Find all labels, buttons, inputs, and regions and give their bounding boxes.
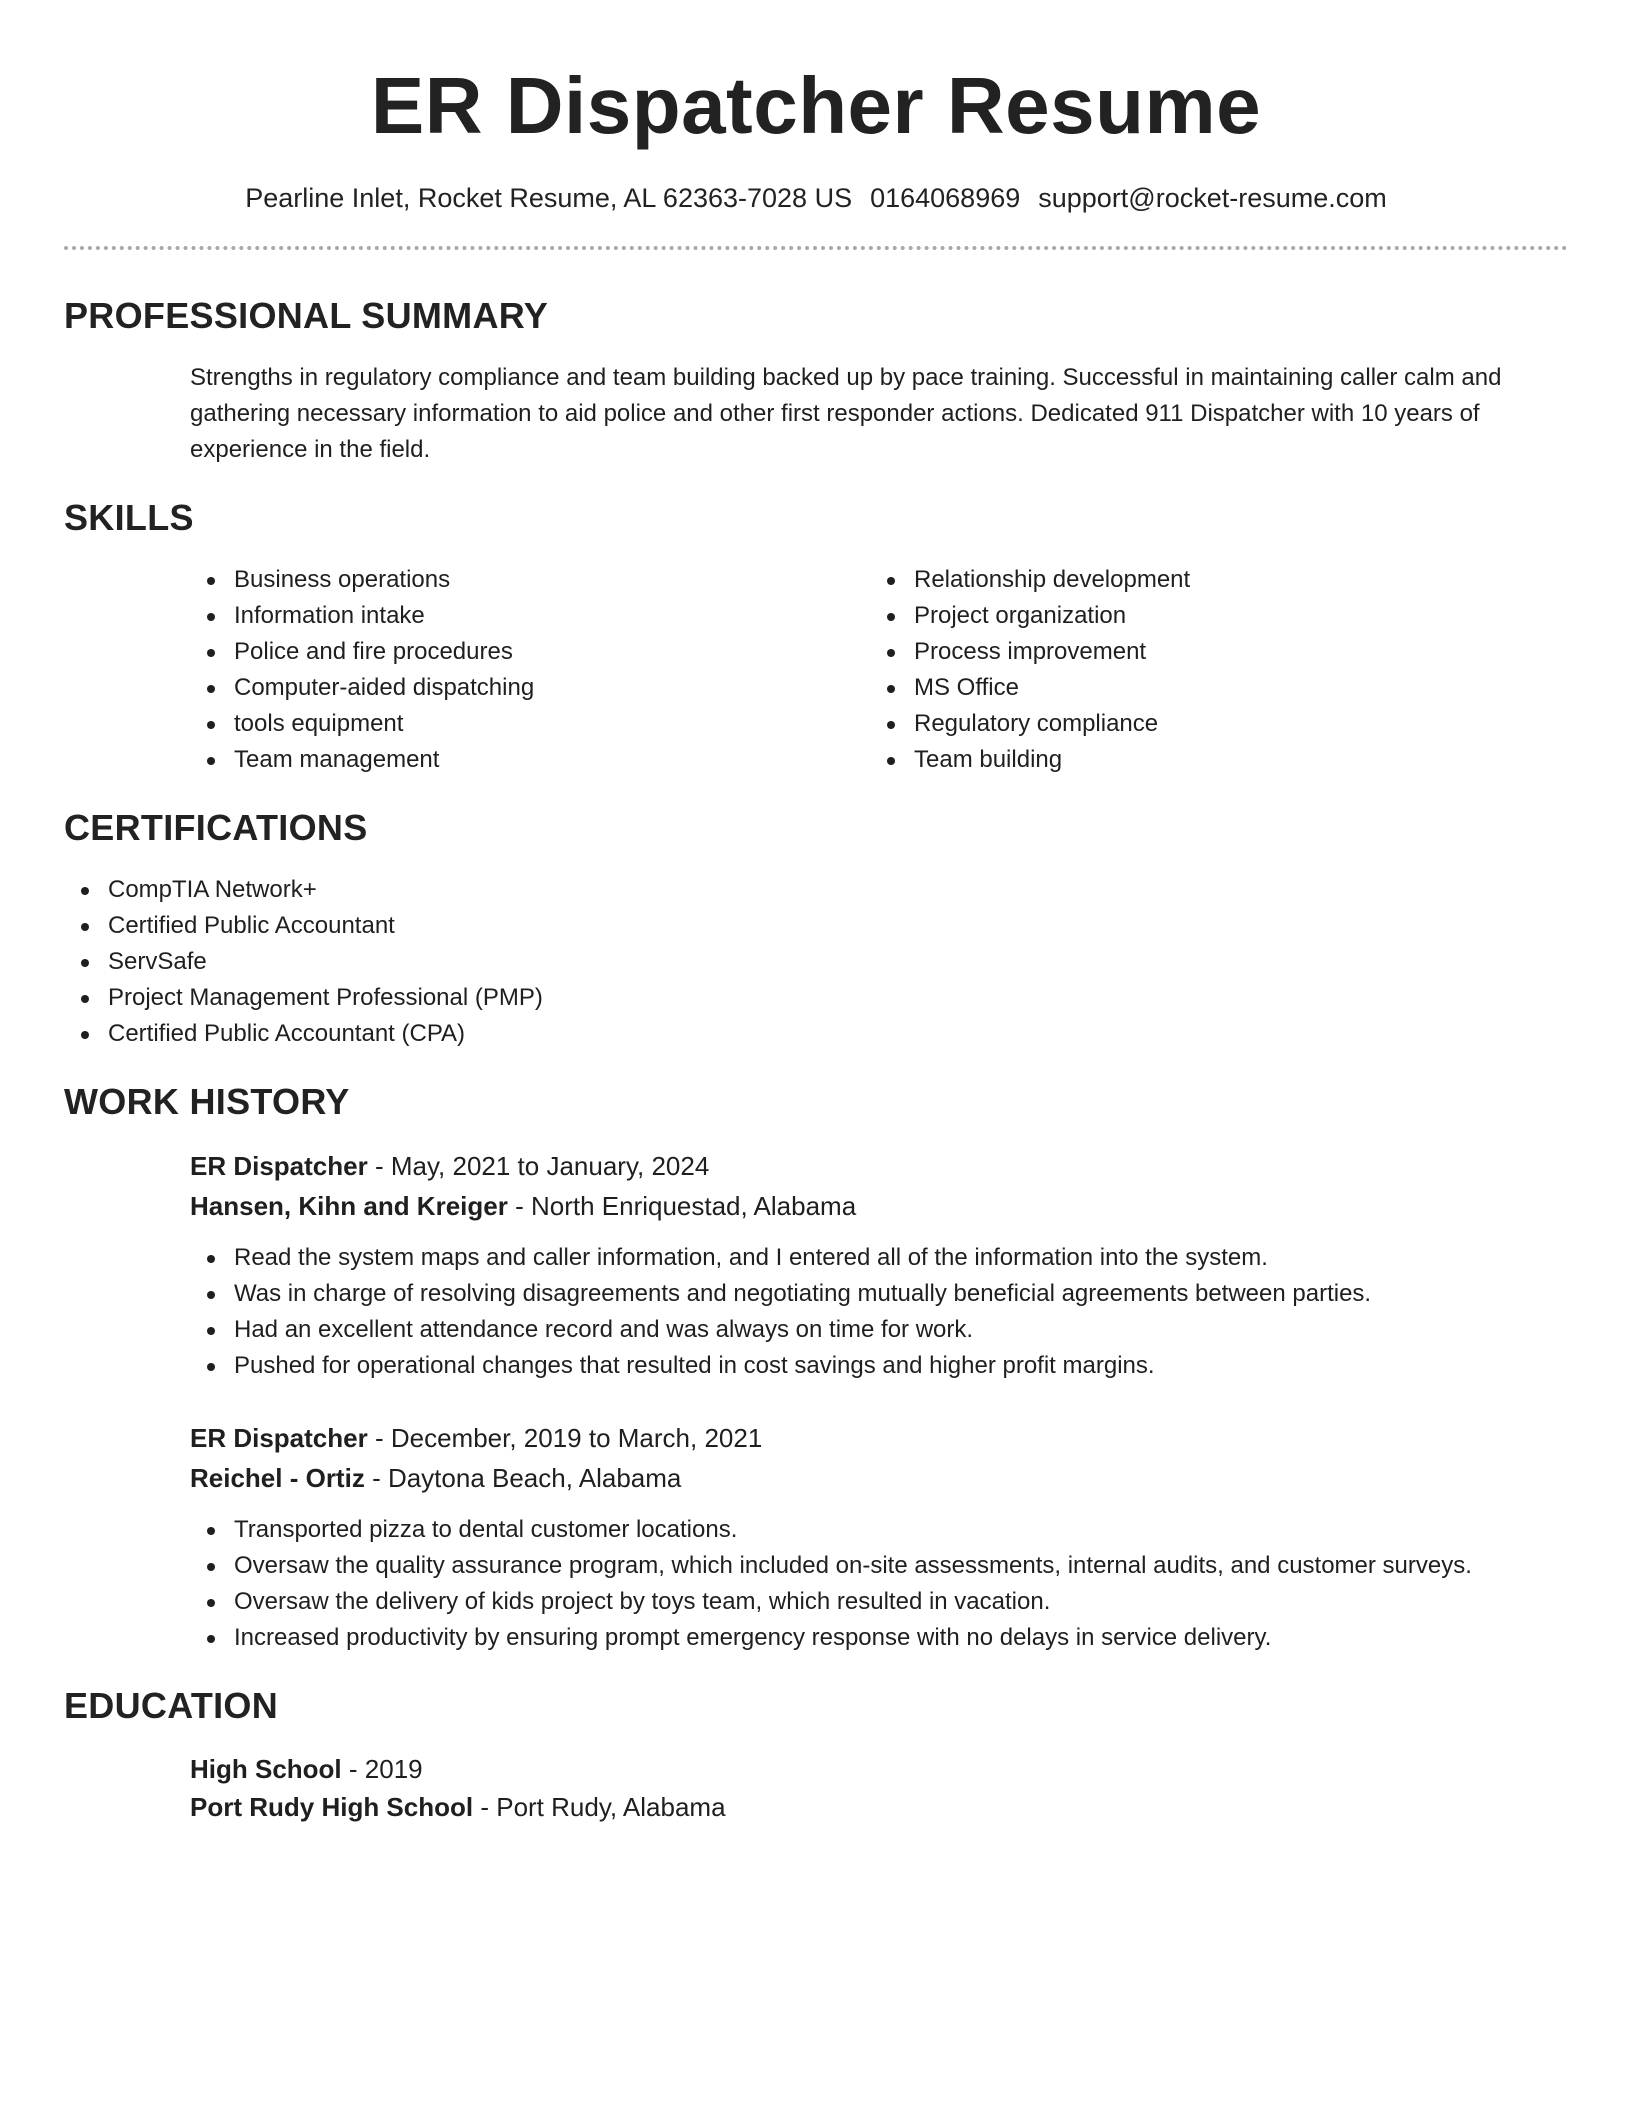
skill-item: Team building — [870, 742, 1550, 778]
job-dates: - May, 2021 to January, 2024 — [374, 1151, 710, 1181]
job-dates: - December, 2019 to March, 2021 — [374, 1423, 763, 1453]
certification-item: CompTIA Network+ — [64, 872, 1568, 908]
skill-item: Information intake — [190, 598, 870, 634]
job-title-line — [190, 1146, 1568, 1186]
skill-item: Computer-aided dispatching — [190, 670, 870, 706]
job-company: Hansen, Kihn and Kreiger — [190, 1191, 508, 1221]
contact-email: support@rocket-resume.com — [1038, 183, 1387, 213]
skill-item: tools equipment — [190, 706, 870, 742]
certification-item: ServSafe — [64, 944, 1568, 980]
skills-heading: SKILLS — [64, 497, 194, 538]
work-history-heading: WORK HISTORY — [64, 1081, 350, 1122]
job-duties-list — [190, 1512, 1568, 1656]
skill-item: Relationship development — [870, 562, 1550, 598]
job-company-line — [190, 1458, 1568, 1498]
job-duty: Oversaw the quality assurance program, which included on-site assessments, internal audits, and customer surveys. — [190, 1548, 1568, 1584]
job-duty: Transported pizza to dental customer locations. — [190, 1512, 1568, 1548]
skills-list-right — [870, 562, 1550, 778]
education-year: - 2019 — [348, 1754, 423, 1784]
job-title-line — [190, 1418, 1568, 1458]
job-title: ER Dispatcher — [190, 1151, 368, 1181]
certification-item: Project Management Professional (PMP) — [64, 980, 1568, 1016]
skill-item: Business operations — [190, 562, 870, 598]
job-company: Reichel - Ortiz — [190, 1463, 365, 1493]
skill-item: Project organization — [870, 598, 1550, 634]
job-duty: Was in charge of resolving disagreements and negotiating mutually beneficial agreements between parties. — [190, 1276, 1568, 1312]
contact-info — [64, 180, 1568, 216]
education-school: Port Rudy High School — [190, 1792, 474, 1822]
contact-address: Pearline Inlet, Rocket Resume, AL 62363-7028 US — [245, 183, 853, 213]
skill-item: Team management — [190, 742, 870, 778]
job-duty: Had an excellent attendance record and was always on time for work. — [190, 1312, 1568, 1348]
skill-item: Process improvement — [870, 634, 1550, 670]
certifications-list — [64, 872, 1568, 1052]
job-duty: Read the system maps and caller information, and I entered all of the information into the system. — [190, 1240, 1568, 1276]
education-location: - Port Rudy, Alabama — [480, 1792, 726, 1822]
header-divider — [64, 246, 1568, 250]
skills-grid — [190, 562, 1568, 778]
education-degree: High School — [190, 1754, 342, 1784]
job-location: - North Enriquestad, Alabama — [515, 1191, 857, 1221]
summary-text: Strengths in regulatory compliance and team building backed up by pace training. Successful in maintaining caller calm and gathering necessary information to aid police and other first responder actions. Dedicated 911 Dispatcher with 10 years of experience in the field. — [190, 364, 1502, 463]
job-duty: Pushed for operational changes that resulted in cost savings and higher profit margins. — [190, 1348, 1568, 1384]
resume-page — [64, 0, 1568, 1826]
education-entry — [190, 1750, 1568, 1826]
certifications-heading: CERTIFICATIONS — [64, 807, 368, 848]
education-school-line — [190, 1788, 1568, 1826]
contact-phone: 0164068969 — [870, 183, 1021, 213]
certification-item: Certified Public Accountant (CPA) — [64, 1016, 1568, 1052]
job-location: - Daytona Beach, Alabama — [372, 1463, 682, 1493]
job-duty: Oversaw the delivery of kids project by toys team, which resulted in vacation. — [190, 1584, 1568, 1620]
job-entry — [190, 1146, 1568, 1384]
job-entry — [190, 1418, 1568, 1656]
education-heading: EDUCATION — [64, 1685, 279, 1726]
skill-item: MS Office — [870, 670, 1550, 706]
skills-list-left — [190, 562, 870, 778]
certification-item: Certified Public Accountant — [64, 908, 1568, 944]
resume-title: ER Dispatcher Resume — [370, 61, 1262, 150]
skill-item: Regulatory compliance — [870, 706, 1550, 742]
job-company-line — [190, 1186, 1568, 1226]
job-duty: Increased productivity by ensuring prompt emergency response with no delays in service delivery. — [190, 1620, 1568, 1656]
summary-heading: PROFESSIONAL SUMMARY — [64, 295, 549, 336]
education-degree-line — [190, 1750, 1568, 1788]
job-title: ER Dispatcher — [190, 1423, 368, 1453]
skill-item: Police and fire procedures — [190, 634, 870, 670]
job-duties-list — [190, 1240, 1568, 1384]
